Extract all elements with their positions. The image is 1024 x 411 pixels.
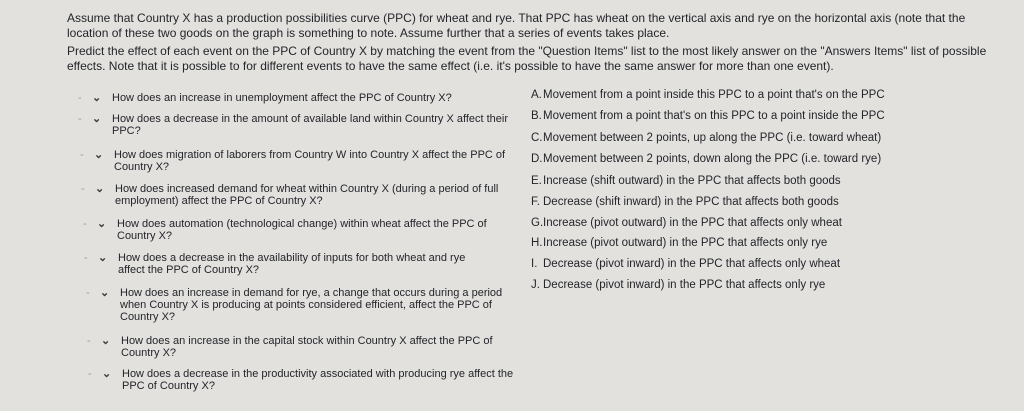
question-item-4 — [81, 182, 521, 207]
answer-text: Decrease (pivot inward) in the PPC that affects only rye — [543, 279, 826, 291]
answer-select-3[interactable] — [80, 148, 110, 162]
answer-text: Movement from a point that's on this PPC to a point inside the PPC — [543, 110, 885, 122]
answer-item-b — [531, 110, 951, 123]
answer-letter: G. — [531, 217, 544, 229]
answer-select-1[interactable] — [78, 91, 108, 105]
answer-text: Decrease (shift inward) in the PPC that affects both goods — [543, 196, 839, 208]
answer-item-a — [531, 89, 951, 102]
question-text-9: How does a decrease in the productivity associated with producing rye affect the PPC of Country X? — [122, 368, 514, 392]
instructions — [67, 11, 997, 77]
answer-select-8[interactable] — [87, 334, 117, 348]
question-item-1 — [78, 91, 518, 105]
question-text-7: How does an increase in demand for rye, a change that occurs during a period when Country X is producing at points considered efficient, affect the PPC of Country X? — [120, 287, 503, 323]
answer-select-2[interactable] — [78, 112, 108, 126]
answer-letter: H. — [531, 237, 543, 249]
answer-item-i — [531, 258, 951, 271]
chevron-down-icon: ⌄ — [101, 335, 111, 347]
chevron-down-icon: ⌄ — [94, 149, 104, 161]
select-value: - — [88, 368, 92, 380]
instructions-paragraph-2: Predict the effect of each event on the PPC of Country X by matching the event from the "Question Items" list to the most likely answer on the "Answers Items" list of possible effects. Note that it is possible to for different events to have the same effect (i.e. it's possible to have the same answer for more than one event). — [67, 44, 987, 73]
answer-select-9[interactable] — [88, 367, 118, 381]
question-text-1: How does an increase in unemployment affect the PPC of Country X? — [112, 92, 452, 104]
answer-letter: J. — [531, 279, 540, 291]
select-value: - — [81, 183, 85, 195]
answer-text: Increase (pivot outward) in the PPC that affects only wheat — [543, 217, 842, 229]
select-value: - — [78, 113, 82, 125]
answer-letter: A. — [531, 89, 542, 101]
answer-letter: F. — [531, 196, 540, 208]
answer-letter: C. — [531, 132, 543, 144]
chevron-down-icon: ⌄ — [92, 113, 102, 125]
answer-item-f — [531, 196, 951, 209]
select-value: - — [83, 218, 87, 230]
question-text-3: How does migration of laborers from Country W into Country X affect the PPC of Country X? — [114, 149, 506, 173]
question-item-7 — [86, 286, 516, 323]
answer-select-6[interactable] — [84, 251, 114, 265]
answer-letter: B. — [531, 110, 542, 122]
question-item-2 — [78, 112, 526, 137]
chevron-down-icon: ⌄ — [100, 287, 110, 299]
chevron-down-icon: ⌄ — [92, 92, 102, 104]
question-text-4: How does increased demand for wheat within Country X (during a period of full employment) affect the PPC of Country X? — [115, 183, 499, 207]
question-item-6 — [84, 251, 489, 276]
question-text-2: How does a decrease in the amount of available land within Country X affect their PPC? — [112, 113, 509, 137]
answer-item-d — [531, 153, 951, 166]
select-value: - — [86, 287, 90, 299]
question-item-5 — [83, 217, 525, 242]
select-value: - — [87, 335, 91, 347]
question-text-5: How does automation (technological change) within wheat affect the PPC of Country X? — [117, 218, 487, 242]
chevron-down-icon: ⌄ — [102, 368, 112, 380]
instructions-paragraph-1: Assume that Country X has a production possibilities curve (PPC) for wheat and rye. That PPC has wheat on the vertical axis and rye on the horizontal axis (note that the location of these two goods on the graph is something to note. Assume further that a series of events takes place. — [67, 11, 966, 40]
answer-letter: D. — [531, 153, 543, 165]
answer-item-g — [531, 217, 951, 230]
question-item-8 — [87, 334, 523, 359]
answer-item-c — [531, 132, 951, 145]
chevron-down-icon: ⌄ — [97, 218, 107, 230]
answer-select-4[interactable] — [81, 182, 111, 196]
answer-letter: E. — [531, 175, 542, 187]
question-item-9 — [88, 367, 524, 392]
answer-text: Movement between 2 points, down along the PPC (i.e. toward rye) — [543, 153, 882, 165]
answer-select-5[interactable] — [83, 217, 113, 231]
question-item-3 — [80, 148, 508, 173]
answer-text: Increase (shift outward) in the PPC that affects both goods — [543, 175, 841, 187]
select-value: - — [84, 252, 88, 264]
chevron-down-icon: ⌄ — [98, 252, 108, 264]
question-text-6: How does a decrease in the availability of inputs for both wheat and rye affect the PPC of Country X? — [118, 252, 466, 276]
select-value: - — [78, 92, 82, 104]
answer-text: Movement from a point inside this PPC to a point that's on the PPC — [543, 89, 885, 101]
answer-text: Decrease (pivot inward) in the PPC that affects only wheat — [543, 258, 841, 270]
answer-item-j — [531, 279, 951, 292]
answer-text: Movement between 2 points, up along the PPC (i.e. toward wheat) — [543, 132, 882, 144]
question-text-8: How does an increase in the capital stock within Country X affect the PPC of Country X? — [121, 335, 493, 359]
answer-letter: I. — [531, 258, 538, 270]
chevron-down-icon: ⌄ — [95, 183, 105, 195]
answer-item-h — [531, 237, 951, 250]
answer-text: Increase (pivot outward) in the PPC that affects only rye — [543, 237, 828, 249]
answer-item-e — [531, 175, 951, 188]
answer-select-7[interactable] — [86, 286, 116, 300]
select-value: - — [80, 149, 84, 161]
